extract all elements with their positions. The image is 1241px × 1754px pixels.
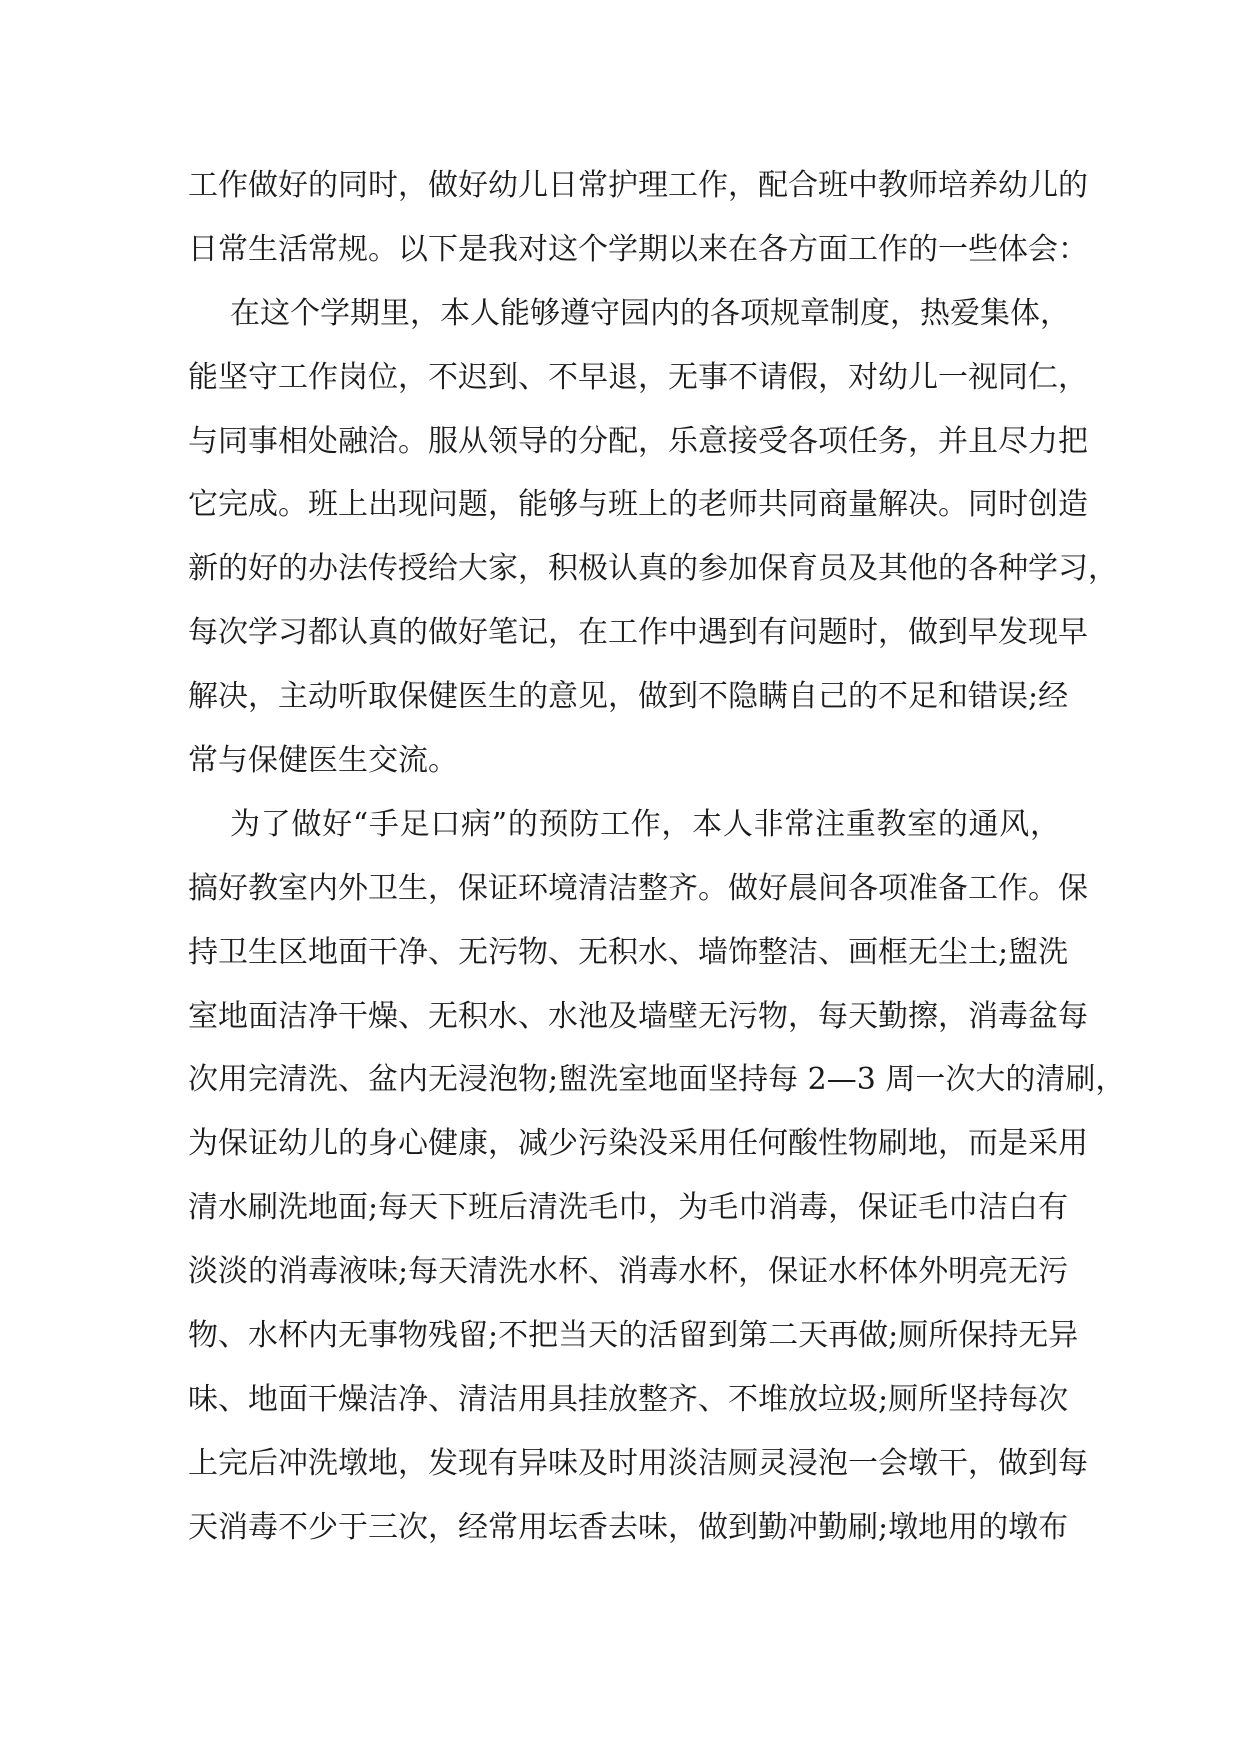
text-line: 常与保健医生交流。	[188, 743, 458, 779]
text-line: 淡淡的消毒液味;每天清洗水杯、消毒水杯，保证水杯体外明亮无污	[188, 1254, 1069, 1290]
paragraph	[188, 154, 1088, 282]
text-line: 清水刷洗地面;每天下班后清洗毛巾，为毛巾消毒，保证毛巾洁白有	[188, 1190, 1069, 1226]
text-line: 为了做好“手足口病”的预防工作，本人非常注重教室的通风，	[230, 806, 1060, 842]
text-line: 物、水杯内无事物残留;不把当天的活留到第二天再做;厕所保持无异	[188, 1318, 1079, 1354]
paragraph	[188, 282, 1118, 793]
text-line: 与同事相处融洽。服从领导的分配，乐意接受各项任务，并且尽力把	[188, 423, 1088, 459]
text-line: 能坚守工作岗位，不迟到、不早退，无事不请假，对幼儿一视同仁，	[188, 359, 1088, 395]
text-line: 它完成。班上出现问题，能够与班上的老师共同商量解决。同时创造	[188, 487, 1088, 523]
text-line: 解决，主动听取保健医生的意见，做到不隐瞒自己的不足和错误;经	[188, 679, 1069, 715]
text-line: 天消毒不少于三次，经常用坛香去味，做到勤冲勤刷;墩地用的墩布	[188, 1509, 1069, 1545]
text-line: 每次学习都认真的做好笔记，在工作中遇到有问题时，做到早发现早	[188, 615, 1088, 651]
text-line: 在这个学期里，本人能够遵守园内的各项规章制度，热爱集体，	[230, 295, 1070, 331]
text-line: 日常生活常规。以下是我对这个学期以来在各方面工作的一些体会：	[188, 231, 1088, 267]
text-line: 次用完清洗、盆内无浸泡物;盥洗室地面坚持每 2—3 周一次大的清刷，	[188, 1062, 1126, 1098]
paragraph	[188, 793, 1126, 1560]
text-line: 新的好的办法传授给大家，积极认真的参加保育员及其他的各种学习，	[188, 551, 1118, 587]
text-line: 工作做好的同时，做好幼儿日常护理工作，配合班中教师培养幼儿的	[188, 168, 1088, 203]
text-line: 持卫生区地面干净、无污物、无积水、墙饰整洁、画框无尘土;盥洗	[188, 934, 1069, 970]
text-line: 为保证幼儿的身心健康，减少污染没采用任何酸性物刷地，而是采用	[188, 1126, 1088, 1162]
body-text	[188, 154, 1126, 1560]
text-line: 搞好教室内外卫生，保证环境清洁整齐。做好晨间各项准备工作。保	[188, 870, 1088, 906]
text-line: 室地面洁净干燥、无积水、水池及墙壁无污物，每天勤擦，消毒盆每	[188, 998, 1088, 1034]
text-line: 上完后冲洗墩地，发现有异味及时用淡洁厕灵浸泡一会墩干，做到每	[188, 1445, 1088, 1481]
text-line: 味、地面干燥洁净、清洁用具挂放整齐、不堆放垃圾;厕所坚持每次	[188, 1381, 1069, 1417]
